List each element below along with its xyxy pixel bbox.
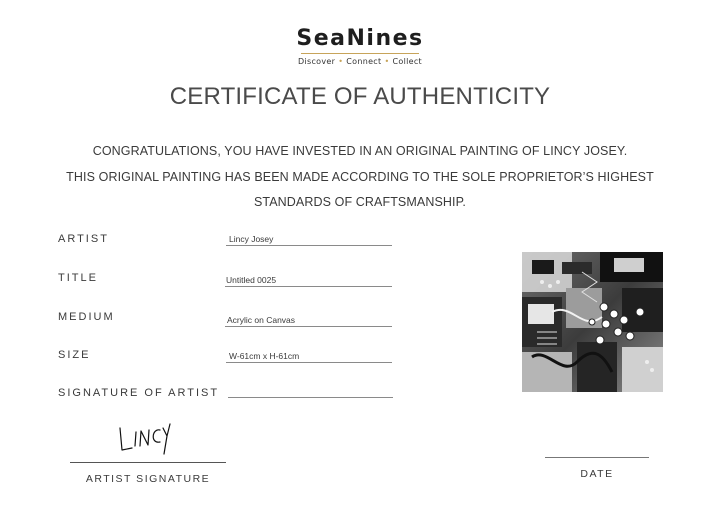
intro-line-1: CONGRATULATIONS, YOU HAVE INVESTED IN AN ORIGINAL PAINTING OF LINCY JOSEY. — [92, 144, 628, 158]
title-underline — [225, 286, 392, 287]
artist-label: ARTIST — [58, 233, 109, 245]
logo-underline — [301, 53, 419, 54]
seanines-logo — [0, 26, 720, 66]
tagline-separator: • — [338, 57, 344, 66]
artist-handwritten-signature — [112, 418, 172, 458]
logo-tagline — [0, 57, 720, 66]
certificate-title: CERTIFICATE OF AUTHENTICITY — [169, 83, 551, 110]
medium-underline — [225, 326, 392, 327]
intro-line-3: STANDARDS OF CRAFTSMANSHIP. — [254, 195, 466, 209]
date-line — [545, 457, 649, 458]
date-label: DATE — [580, 468, 614, 480]
tagline-discover: Discover — [298, 57, 336, 66]
size-value: W-61cm x H-61cm — [229, 351, 300, 361]
intro-line-2: THIS ORIGINAL PAINTING HAS BEEN MADE ACCORDING TO THE SOLE PROPRIETOR’S HIGHEST — [66, 170, 654, 184]
artist-signature-label: ARTIST SIGNATURE — [85, 473, 211, 485]
painting-thumbnail — [522, 252, 663, 392]
artist-underline — [226, 245, 392, 246]
signature-of-artist-label: SIGNATURE OF ARTIST — [58, 387, 220, 399]
size-underline — [226, 362, 392, 363]
artist-value: Lincy Josey — [229, 234, 274, 244]
title-label: TITLE — [58, 272, 98, 284]
tagline-separator: • — [384, 57, 390, 66]
title-value: Untitled 0025 — [226, 275, 277, 285]
size-label: SIZE — [58, 349, 91, 361]
artist-signature-line — [70, 462, 226, 463]
tagline-connect: Connect — [346, 57, 382, 66]
logo-wordmark: SeaNines — [296, 26, 424, 51]
tagline-collect: Collect — [392, 57, 422, 66]
medium-value: Acrylic on Canvas — [227, 315, 296, 325]
signature-of-artist-underline — [228, 397, 393, 398]
medium-label: MEDIUM — [58, 311, 115, 323]
